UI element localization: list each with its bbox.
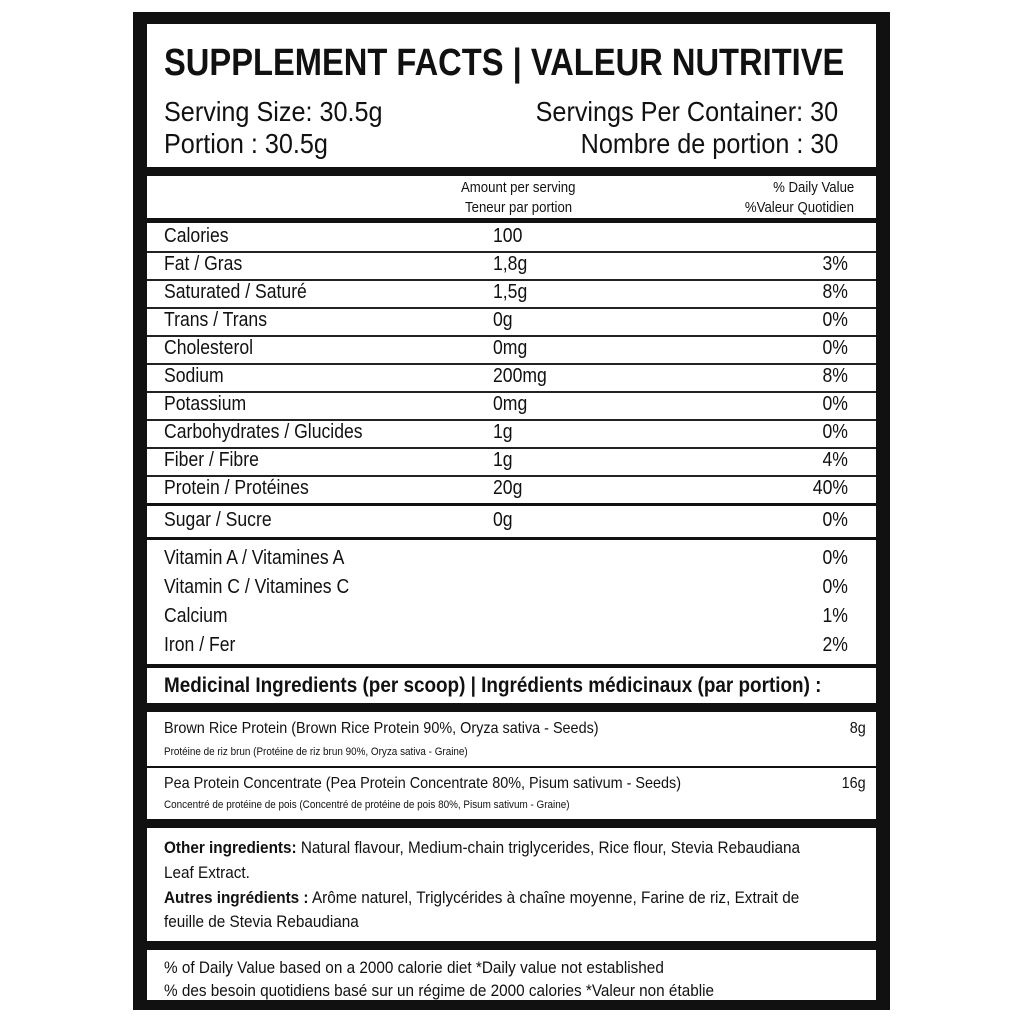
nutrient-name: Potassium [164, 393, 247, 415]
medicinal-heading: Medicinal Ingredients (per scoop) | Ingrédients médicinaux (par portion) : [164, 674, 822, 697]
vitamins-divider [147, 664, 876, 668]
nutrient-name: Fiber / Fibre [164, 449, 259, 471]
medicinal-end-divider [147, 819, 876, 828]
vitamin-name: Calcium [164, 605, 228, 627]
nutrient-amount: 0g [493, 309, 513, 331]
other-ingredients-text: Natural flavour, Medium-chain triglycerides, Rice flour, Stevia Rebaudiana [296, 838, 801, 857]
medicinal-item-fr: Protéine de riz brun (Protéine de riz brun 90%, Oryza sativa - Graine) [164, 746, 468, 758]
amount-header-fr: Teneur par portion [465, 199, 573, 216]
nutrient-amount: 1g [493, 421, 513, 443]
header-divider [147, 167, 876, 176]
ingredient-amount: 16g [841, 775, 866, 792]
medicinal-divider [147, 703, 876, 712]
ingredient-name: Pea Protein Concentrate [164, 775, 322, 792]
nutrient-amount: 0mg [493, 393, 528, 415]
sugar-divider [147, 537, 876, 540]
other-ingredients-fr [164, 888, 799, 908]
nutrient-amount: 20g [493, 477, 523, 499]
nutrient-name: Fat / Gras [164, 253, 243, 275]
nutrient-dv: 0% [822, 393, 848, 415]
vitamin-dv: 0% [822, 547, 848, 569]
nutrient-amount: 1,8g [493, 253, 528, 275]
medicinal-item-en [164, 775, 681, 793]
vitamin-dv: 0% [822, 576, 848, 598]
servings-per-container: Servings Per Container: 30 [535, 96, 838, 127]
medicinal-item-fr: Concentré de protéine de pois (Concentré de protéine de pois 80%, Pisum sativum - Graine) [164, 799, 570, 811]
other-ingredients-text-fr: Arôme naturel, Triglycérides à chaîne moyenne, Farine de riz, Extrait de [308, 888, 800, 907]
other-ingredients-en [164, 838, 800, 858]
footer-divider [147, 941, 876, 950]
other-ingredients-label: Other ingredients: [164, 838, 297, 857]
vitamin-dv: 2% [822, 634, 848, 656]
nutrient-dv: 40% [812, 477, 848, 499]
nutrient-amount: 100 [493, 225, 523, 247]
vitamin-name: Vitamin C / Vitamines C [164, 576, 350, 598]
nutrient-dv: 3% [822, 253, 848, 275]
footnote-fr: % des besoin quotidiens basé sur un régime de 2000 calories *Valeur non établie [164, 981, 715, 1000]
vitamin-name: Vitamin A / Vitamines A [164, 547, 345, 569]
supplement-facts-panel [133, 12, 890, 1010]
nutrient-amount: 200mg [493, 365, 547, 387]
nutrient-dv: 0% [822, 421, 848, 443]
nutrient-dv: 0% [822, 337, 848, 359]
nutrient-dv: 8% [822, 281, 848, 303]
nutrient-name: Trans / Trans [164, 309, 268, 331]
dv-header-fr: %Valeur Quotidien [744, 199, 854, 216]
nutrient-name: Sugar / Sucre [164, 509, 272, 531]
nutrient-name: Carbohydrates / Glucides [164, 421, 363, 443]
ingredient-name: Brown Rice Protein [164, 720, 288, 737]
nutrient-dv: 0% [822, 509, 848, 531]
dv-header-en: % Daily Value [772, 179, 854, 196]
nutrient-amount: 0mg [493, 337, 528, 359]
nutrient-name: Sodium [164, 365, 224, 387]
nutrient-dv: 8% [822, 365, 848, 387]
portion: Portion : 30.5g [164, 128, 328, 159]
nombre-de-portion: Nombre de portion : 30 [580, 128, 838, 159]
vitamin-name: Iron / Fer [164, 634, 236, 656]
nutrient-amount: 1g [493, 449, 513, 471]
ingredient-amount: 8g [849, 720, 866, 737]
vitamin-dv: 1% [822, 605, 848, 627]
nutrient-amount: 1,5g [493, 281, 528, 303]
nutrient-dv: 0% [822, 309, 848, 331]
nutrient-name: Saturated / Saturé [164, 281, 307, 303]
serving-size: Serving Size: 30.5g [164, 96, 383, 127]
other-ingredients-fr-cont: feuille de Stevia Rebaudiana [164, 912, 359, 931]
columns-divider [147, 218, 876, 223]
ingredient-detail: (Pea Protein Concentrate 80%, Pisum sativum - Seeds) [321, 775, 682, 792]
nutrient-name: Cholesterol [164, 337, 254, 359]
panel-title: SUPPLEMENT FACTS | VALEUR NUTRITIVE [164, 42, 845, 84]
footnote-en: % of Daily Value based on a 2000 calorie diet *Daily value not established [164, 958, 664, 977]
amount-header-en: Amount per serving [461, 179, 576, 196]
ingredient-detail: (Brown Rice Protein 90%, Oryza sativa - Seeds) [287, 720, 599, 737]
medicinal-item-en [164, 720, 599, 738]
nutrient-name: Protein / Protéines [164, 477, 309, 499]
nutrient-name: Calories [164, 225, 229, 247]
medicinal-item-divider [147, 766, 876, 768]
label-body [147, 24, 876, 1000]
other-ingredients-en-cont: Leaf Extract. [164, 863, 250, 882]
other-ingredients-label-fr: Autres ingrédients : [164, 888, 309, 907]
protein-divider [147, 503, 876, 506]
nutrient-amount: 0g [493, 509, 513, 531]
nutrient-dv: 4% [822, 449, 848, 471]
